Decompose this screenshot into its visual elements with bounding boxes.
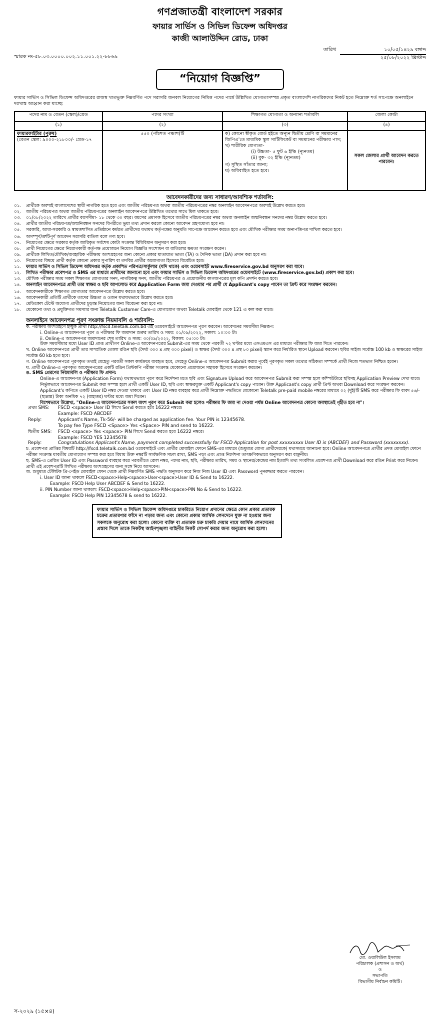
table-header: পদের নাম ও বেতন (স্কেল)/গ্রেড — [15, 112, 103, 121]
after-sms-rule: জ. শুধুমাত্র টেলিটক প্রি-পেইড মোবাইল ফোন থেকে প্রার্থী নিম্নবর্ণিত SMS পদ্ধতি অনুসরণ করে নিজ নিজ User ID এবং Password পুনরুদ্ধার করতে পারবেন। — [26, 470, 304, 476]
column-number: (১) — [15, 121, 103, 130]
memo-number: স্মারক নং-৫৮.০৩.০০০০.০০২.১১.০০১.২২-৮৮৬৯ — [14, 54, 118, 61]
government-name: গণপ্রজাতন্ত্রী বাংলাদেশ সরকার — [157, 7, 283, 18]
qualification-line: ঘ) অবিবাহিত হতে হবে। — [225, 168, 270, 174]
fraud-warning-box: ফায়ার সার্ভিস ও সিভিল ডিফেন্স অধিদপ্তরে চাকরিতে নিয়োগ প্রদানের ক্ষেত্রে কোন প্রকার প্রতারক চক্রের প্রতারণার ফাঁদে না পড়ার জন্য এবং কোনো প্রকার আর্থিক লেনদেনে যুক্ত না হওয়ার জন্য সকলকে অনুরোধ করা হলো। কোনো ব্যক্তি বা প্রতারক চক্র চাকরি দেয়ার নামে আর্থিক লেনদেনের প্রস্তাব দিলে তাকে নিকটস্থ আইনশৃঙ্খলা বাহিনীর নিকট সোপর্দ করার জন্য অনুরোধ করা হলো। — [92, 504, 282, 538]
column-number: (৩) — [223, 121, 348, 130]
qualification-cell — [223, 130, 348, 190]
table-header: জেলা কোটা — [348, 112, 426, 121]
online-rule: ঘ. প্রার্থী Online-এ পূরণকৃত আবেদনপত্রের একটি রঙিন প্রিন্টকপি পরীক্ষা সংক্রান্ত যেকোনো প্রয়োজনে সহায়ক হিসেবে সংরক্ষণ করবেন। — [26, 365, 263, 371]
qualification-line: ক) কোনো স্বীকৃত বোর্ড হইতে অন্যূন দ্বিতীয় শ্রেণি বা সমমানের জিপিএ'তে মাধ্যমিক স্কুল সার্টিফিকেট বা সমমানের পরীক্ষায় পাস; — [225, 131, 342, 143]
signer-title: পরিচালক (প্রশাসন ও অর্থ) — [356, 962, 404, 968]
online-rule: ক. পরীক্ষায় অংশগ্রহণে ইচ্ছুক প্রার্থী http://fscd.teletalk.com.bd এই ওয়েবসাইটে আবেদনপত্র পূরণ করবেন। আবেদনের সময়সীমা নিম্নরূপ: — [26, 324, 275, 330]
bottom-section — [14, 504, 426, 538]
header — [14, 6, 426, 45]
job-table — [14, 111, 426, 190]
qualification-line: (ii) বুক- ৩২ ইঞ্চি (ন্যূনতম) — [251, 156, 301, 162]
online-rule: i. Online-এ আবেদনপত্র পূরণ ও পরীক্ষার ফি জমাদান শুরুর তারিখ ও সময়: ০১/০৯/২০২২, সকাল: ১০:০০ টা। — [40, 330, 238, 336]
online-rule: গ. Online আবেদনপত্রে পূরণকৃত তথ্যই যেহেতু পরবর্তী সকল কার্যক্রমে ব্যবহৃত হবে, সেহেতু Online-এ আবেদনপত্র Submit করার পূর্বেই পূরণকৃত সকল তথ্যের সঠিকতা সম্পর্কে প্রার্থী নিজে শতভাগ নিশ্চিত হবেন। — [26, 359, 398, 365]
online-application-heading: অনলাইনে আবেদনপত্র পূরণ সংক্রান্ত নিয়মাবলি ও শর্তাবলি: — [26, 317, 155, 324]
reference-line — [14, 47, 426, 69]
qualification-line: গ) সুস্থিত সাঁতার জানা; — [225, 162, 268, 168]
after-sms-rule: চ. প্রবেশপত্র প্রাপ্তির বিষয়টি http://fscd.teletalk.com.bd ওয়েবসাইটে এবং প্রার্থীর মোবাইল ফোনে SMS-এর মাধ্যমে (শুধুমাত্র যোগ্য প্রার্থীদেরকে) যথাসময়ে জানানো হবে। Online আবেদনপত্রে প্রার্থীর প্রদত্ত মোবাইল ফোনে পরীক্ষা সংক্রান্ত যাবতীয় যোগাযোগ সম্পন্ন করা হবে বিধায় উক্ত নম্বরটি সার্বক্ষণিক সচল রাখা, SMS পড়া এবং প্রাপ্ত নির্দেশনা তাৎক্ষণিকভাবে অনুসরণ করা বাঞ্ছনীয়। — [26, 447, 421, 459]
district-quota: সকল জেলার প্রার্থী আবেদন করতে পারবেন। — [348, 130, 426, 190]
list-item: ০৫. সরকারি, আধা-সরকারি ও স্বায়ত্তশাসিত প্রতিষ্ঠানে কর্মরত প্রার্থীদের যথাযথ কর্তৃপক্ষের অনুমতি সাপেক্ষে আবেদন করতে হবে এবং মৌখিক পরীক্ষার সময় অনাপত্তিপত্র দাখিল করতে হবে। — [14, 228, 342, 234]
list-item: ১৭. মেডিকেল টেস্টে অযোগ্য প্রার্থীদের চূড়ান্ত নিয়োগের জন্য বিবেচনা করা হবে না। — [14, 301, 163, 307]
sms-text: Applicant's Name, Tk-56/- will be charged as application fee. Your PIN is 12345678. — [58, 418, 246, 424]
qualification-line: (i) উচ্চতা- ৫ ফুট ৬ ইঞ্চি (ন্যূনতম) — [251, 150, 315, 156]
after-sms-rules — [14, 447, 426, 499]
column-number: (৪) — [348, 121, 426, 130]
list-item: ১৬. আবেদনকারী প্রতিটি প্রার্থীকে তাদের উচ্চতা ও ওজন যথাযথভাবে উল্লেখ করতে হবে। — [14, 295, 174, 301]
after-sms-rule: i. User ID জানা থাকলে FSCD<space>Help<space>User<space>User ID & Send to 16222. — [40, 476, 234, 482]
list-item: ১১. ফায়ার সার্ভিস ও সিভিল ডিফেন্স অধিদপ্তর কর্তৃক প্রকাশিত পরিপত্র/সার্কুলার (যদি থাকে) এবং ওয়েবসাইট www.fireservice.gov.bd অনুসরণ করা যাবে। — [14, 265, 304, 271]
intro-paragraph: ফায়ার সার্ভিস ও সিভিল ডিফেন্স অধিদপ্তরের রাজস্ব খাতভুক্ত নিম্নবর্ণিত পদে সরাসরি জনবল নিয়োগের নিমিত্ত পদের পার্শ্বে উল্লিখিত যোগ্যতাসম্পন্ন প্রকৃত বাংলাদেশি নাগরিকদের নিকট হতে নিম্নোক্ত শর্ত সাপেক্ষে অনলাইনে দরখাস্ত আহ্বান করা যাচ্ছে: — [14, 95, 414, 108]
signer-committee: বিভাগীয় নির্বাচন কমিটি। — [358, 980, 402, 986]
signer-name: মো. ওয়ালিউল ইসলাম — [359, 956, 401, 961]
online-rule: উক্ত সময়সীমার মধ্যে User ID প্রাপ্ত প্রার্থীগণ Online-এ আবেদনপত্রের Submit-এর সময় থেকে পরবর্তী ৭২ ঘণ্টার মধ্যে এসএমএস এর মাধ্যমে পরীক্ষার ফি জমা দিতে পারবেন। — [40, 342, 349, 348]
list-item: ০১. প্রার্থীকে অবশ্যই বাংলাদেশের স্থায়ী নাগরিক হতে হবে এবং জাতীয় পরিচয়পত্র অথবা জাতীয় পরিচয়পত্রের নম্বর অনলাইন আবেদনপত্রে অবশ্যই উল্লেখ করতে হবে। — [14, 203, 306, 209]
sms-instructions — [14, 406, 426, 447]
signer-and: ও — [378, 968, 382, 974]
handwritten-signature-icon — [336, 942, 424, 956]
column-number: (২) — [103, 121, 223, 130]
after-sms-rule: Example: FSCD Help User ABCDEF & Send to 16222. — [50, 482, 166, 488]
sms-label: প্রথম SMS: — [28, 406, 50, 412]
list-item: ১২. লিখিত পরীক্ষার প্রবেশপত্র ও SMS এর মাধ্যমে প্রার্থীদের জানানো হবে এবং ফায়ার সার্ভিস ও সিভিল ডিফেন্স অধিদপ্তরের ওয়েবসাইটে (www.fireservice.gov.bd) প্রকাশ করা হবে। — [14, 271, 354, 277]
online-rules — [14, 325, 426, 406]
post-count: ৫৫০ (পাঁচশত পঞ্চাশ)টি — [103, 130, 223, 190]
qualification-line: খ) শারীরিক যোগ্যতা- — [225, 144, 265, 150]
general-conditions-list — [14, 204, 426, 314]
sms-text: Congratulations Applicant's Name, payment completed successfully for FSCD Application for post xxxxxxxxx User ID is (ABCDEF) and Password (xxxxxxxx). — [58, 441, 410, 447]
signature-graphic — [336, 942, 424, 956]
general-conditions-heading: আবেদনকারীদের জন্য সাধারণ/আবশ্যিক শর্তাবলি: — [166, 194, 274, 201]
sms-text: FSCD <space> Yes <space> PIN লিখে Send করতে হবে 16222 নম্বরে। — [58, 429, 205, 435]
date-bangla: ১০/০৫/১৪২৯ বঙ্গাব্দ — [340, 47, 426, 55]
sms-text: Example: FSCD ABCDEF — [58, 412, 112, 418]
date-english: ২৫/০৮/২০২২ খ্রিস্টাব্দ — [380, 54, 426, 61]
after-sms-rule: ii. PIN Number জানা থাকলে: FSCD<space>Help<space>PIN<space>PIN No & Send to 16222. — [40, 487, 243, 493]
online-rule: বিশেষভাবে উল্লেখ্য, "Online-এ আবেদনপত্রের সকল অংশ পূরণ করে Submit করা হলেও পরীক্ষার ফি জমা না দেওয়া পর্যন্ত Online আবেদনপত্র কোনো অবস্থাতেই গৃহীত হবে না"। — [40, 400, 364, 406]
list-item: ১৪. অনলাইন আবেদনপত্রে প্রার্থী তার স্বাক্ষর ও ছবি আপলোড করে Application Form জমা দেওয়ার পর প্রার্থী যে Applicant's copy পাবেন তা প্রিন্ট করে সংরক্ষণ করবেন। — [14, 283, 337, 289]
address: কাজী আলাউদ্দিন রোড, ঢাকা — [171, 34, 269, 44]
signer-role: সভাপতি — [372, 974, 388, 980]
list-item: ১০. নিয়োগের বিষয়ে প্রার্থী কর্তৃক কোনো প্রকার সুপারিশ বা তদবির প্রার্থীর অযোগ্যতা হিসেবে বিবেচিত হবে। — [14, 258, 205, 264]
list-item: ০৭. নিয়োগের ক্ষেত্রে সরকার কর্তৃক জারিকৃত সর্বশেষ কোটা সংক্রান্ত বিধিবিধান অনুসরণ করা হবে। — [14, 240, 187, 246]
list-item: ০৪. প্রার্থীর জাতীয় পরিচয়পত্র/জন্মনিবন্ধন সনদের বিপরীতে ভুয়া তথ্য প্রদান করলে কোনো আবেদন গ্রহণযোগ্য হবে না। — [14, 222, 225, 228]
list-item: ১৮. যেকোনো তথ্য ও প্রযুক্তিগত সমস্যার জন্য Teletalk Customer Care-এ যোগাযোগ অথবা Teletalk মোবাইল থেকে 121 এ কল করা যাবে। — [14, 307, 274, 313]
list-item: ১৫. আবেদনকারীকে শিক্ষাগত যোগ্যতার আবেদনপত্রে উল্লেখ করতে হবে। — [14, 289, 146, 295]
sms-text: FSCD <space> User ID লিখে Send করতে হবে 16222 নম্বরে। — [58, 406, 183, 412]
sms-label: দ্বিতীয় SMS: — [28, 429, 52, 435]
department-name: ফায়ার সার্ভিস ও সিভিল ডিফেন্স অধিদপ্তর — [152, 21, 288, 31]
date-block — [323, 47, 426, 62]
notice-title: “নিয়োগ বিজ্ঞপ্তি” — [156, 69, 284, 90]
list-item: ০৮. প্রার্থী নিয়োগের ক্ষেত্রে নিয়োগকারী কর্তৃপক্ষ প্রয়োজনে নিয়োগ বিজ্ঞপ্তি সংশোধন বা বাতিলের ক্ষমতা সংরক্ষণ করেন। — [14, 246, 226, 252]
online-rule: খ. Online আবেদনপত্রে প্রার্থী তার সাম্প্রতিক তোলা রঙিন ছবি (দৈর্ঘ্য ৩০০ x প্রস্থ ৩০০ pixel) ও স্বাক্ষর (দৈর্ঘ্য ৩০০ x প্রস্থ ৮০ pixel) স্ক্যান করে নির্ধারিত স্থানে Upload করবেন। ছবির সাইজ সর্বোচ্চ 100 kb ও স্বাক্ষরের সাইজ সর্বোচ্চ 60 kb হতে হবে। — [26, 348, 423, 360]
table-header-row — [15, 112, 426, 121]
list-item: ১৩. মৌখিক পরীক্ষার সময় সকল শিক্ষাগত যোগ্যতার সনদ, নাগরিকত্ব সনদ, জাতীয় পরিচয়পত্র ও প্রয়োজনীয় কাগজপত্রের মূল কপি প্রদর্শন করতে হবে। — [14, 277, 279, 283]
date-label: তারিখ — [323, 47, 336, 54]
table-header: পদের সংখ্যা — [103, 112, 223, 121]
pay-scale: (বেতন স্কেল: ৯০০০-২১৮০০/- গ্রেড-১৭ — [17, 137, 92, 143]
table-number-row — [15, 121, 426, 130]
list-item: ০৯. প্রার্থীকে লিখিত/মৌখিক/ব্যবহারিক পরীক্ষায় অংশগ্রহণের জন্য কোনো প্রকার যাতায়াত ভাতা (TA) ও দৈনিক ভাতা (DA) প্রদান করা হবে না। — [14, 252, 267, 258]
sms-text: Example: FSCD YES 12345678 — [58, 435, 127, 441]
sms-label: Reply: — [28, 418, 42, 424]
after-sms-rule: Example: FSCD Help PIN 12345678 & send to 16222. — [50, 493, 167, 499]
table-header: শিক্ষাগত যোগ্যতা ও অন্যান্য শর্তাবলি — [223, 112, 348, 121]
after-sms-rule: ছ. SMS-এ প্রেরিত User ID এবং Password ব্যবহার করে পরবর্তীতে রোল নম্বর, পদের নাম, ছবি, পরীক্ষার তারিখ, সময় ও স্থানের/কেন্দ্রের নাম ইত্যাদি তথ্য সংবলিত প্রবেশপত্র প্রার্থী Download করে রঙিন Print করে নিবেন। প্রার্থী এই প্রবেশপত্রটি লিখিত পরীক্ষায় অংশগ্রহণের জন্য সঙ্গে নিয়ে আসবেন। — [26, 458, 419, 470]
list-item: ০২. জাতীয় পরিচয়পত্র অথবা জাতীয় পরিচয়পত্রের অনলাইন আবেদনপত্রে উল্লিখিত তথ্যের সাথে মিল থাকতে হবে। — [14, 210, 219, 216]
list-item: ০৬. অসম্পূর্ণ/ত্রুটিপূর্ণ আবেদন সরাসরি বাতিল বলে গণ্য হবে। — [14, 234, 126, 240]
list-item: ০৩. ০১/০৮/২০২২ তারিখে প্রার্থীর বয়সসীমা- ১৮ থেকে ৩০ বছর। বয়সের প্রমাণক হিসেবে জাতীয় পরিচয়পত্রের নম্বর অথবা অনলাইন জন্মনিবন্ধন সনদের নম্বর উল্লেখ করতে হবে। — [14, 216, 327, 222]
sms-label: Reply: — [28, 441, 42, 447]
sms-text: To pay fee Type FSCD <Space> Yes <Space> PIN and send to 16222. — [58, 423, 215, 429]
online-rule: ঙ. SMS প্রেরণের নিয়মাবলি ও পরীক্ষার ফি প্রদান: — [26, 371, 117, 377]
online-rule: Online-এ আবেদনপত্র (Application Form) যথাযথভাবে পূরণ করে নির্দেশনা মতে ছবি এবং Signature Upload করে আবেদনপত্র Submit করা সম্পন্ন হলে কম্পিউটারে ছবিসহ Application Preview দেখা যাবে। নির্ভুলভাবে আবেদনপত্র Submit করা সম্পন্ন হলে প্রার্থী একটি User ID, ছবি এবং স্বাক্ষরযুক্ত একটি Applicant's copy পাবেন। উক্ত Applicant's copy প্রার্থী প্রিন্ট অথবা Download করে সংরক্ষণ করবেন। Applicant's কপিতে একটি User ID নম্বর দেওয়া থাকবে এবং User ID নম্বর ব্যবহার করে প্রার্থী নিম্নোক্ত পদ্ধতিতে যেকোনো Teletalk pre-paid mobile নম্বরের মাধ্যমে ০২ (দুই)টি SMS করে পরীক্ষার ফি বাবদ ৫৬/- (ছাপ্পান্ন) টাকা অনধিক ৭২ (বাহাত্তর) ঘণ্টার মধ্যে জমা দিবেন। — [40, 377, 421, 400]
post-cell — [15, 130, 103, 190]
post-name: ফায়ারফাইটার (পুরুষ) — [17, 131, 57, 137]
print-code: স-২০২৯ (১৫×৪) — [14, 1008, 55, 1015]
online-rule: ii. Online-এ আবেদনপত্র জমাদানের শেষ তারিখ ও সময়: ৩০/০৯/২০২২, বিকাল: ০৫:০০ টা। — [40, 336, 206, 342]
signature-block — [336, 942, 424, 986]
table-row — [15, 130, 426, 190]
